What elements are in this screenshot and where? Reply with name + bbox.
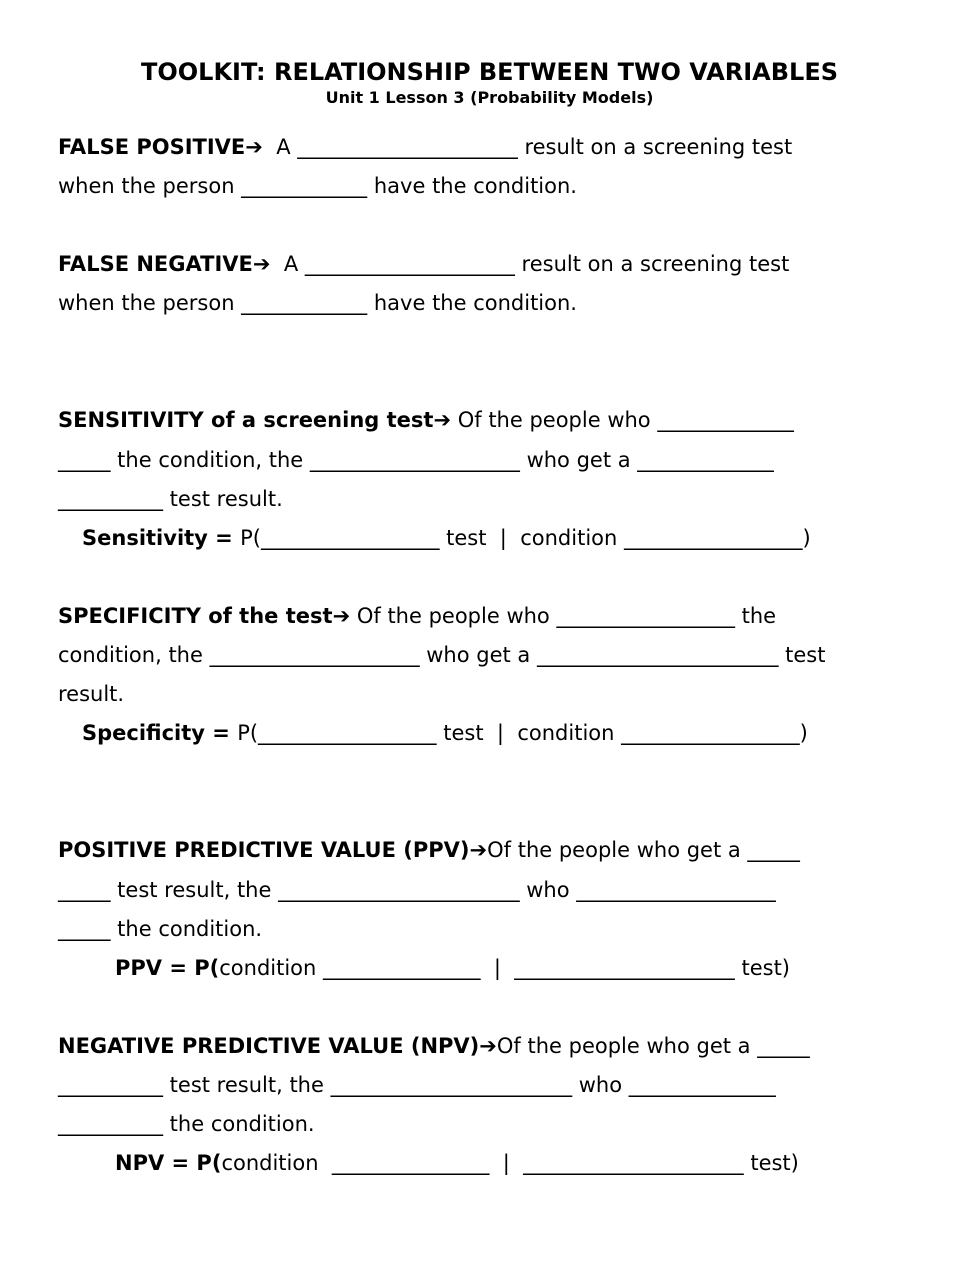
sensitivity-text-3: __________ test result. [58,487,283,511]
false-negative-line-1 [58,250,789,278]
ppv-label: POSITIVE PREDICTIVE VALUE (PPV) [58,838,470,862]
sensitivity-text-2: _____ the condition, the ____________________ who get a _____________ [58,448,774,472]
arrow-icon: ➔ [332,604,351,628]
worksheet-title: TOOLKIT: RELATIONSHIP BETWEEN TWO VARIABLES [140,58,839,86]
sensitivity-line-1 [58,406,794,434]
npv-formula [115,1149,799,1177]
worksheet-subtitle: Unit 1 Lesson 3 (Probability Models) [325,88,654,107]
arrow-icon: ➔ [479,1034,497,1058]
specificity-text-2: condition, the ____________________ who get a _______________________ test [58,643,826,667]
ppv-formula-label: PPV = P( [115,956,220,980]
specificity-formula [82,719,808,747]
false-positive-line-1 [58,133,792,161]
sensitivity-text-1: Of the people who _____________ [451,408,794,432]
sensitivity-formula-label: Sensitivity = [82,526,241,550]
arrow-icon: ➔ [245,135,263,159]
false-positive-label: FALSE POSITIVE [58,135,246,159]
specificity-label: SPECIFICITY of the test [58,604,333,628]
npv-formula-text: condition _______________ | _____________________ test) [221,1151,799,1175]
specificity-line-1 [58,602,776,630]
sensitivity-label: SENSITIVITY of a screening test [58,408,434,432]
false-positive-text-2: when the person ____________ have the condition. [58,174,577,198]
false-positive-text-1: A _____________________ result on a screening test [262,135,793,159]
specificity-text-1: Of the people who _________________ the [350,604,777,628]
specificity-formula-label: Specificity = [82,721,238,745]
arrow-icon: ➔ [433,408,452,432]
ppv-formula-text: condition _______________ | _____________________ test) [219,956,790,980]
sensitivity-formula-text: P(_________________ test | condition _________________) [240,526,811,550]
ppv-text-2: _____ test result, the _______________________ who ___________________ [58,878,776,902]
npv-label: NEGATIVE PREDICTIVE VALUE (NPV) [58,1034,480,1058]
specificity-text-3: result. [58,682,125,706]
false-negative-text-1: A ____________________ result on a screening test [270,252,790,276]
npv-text-3: __________ the condition. [58,1112,315,1136]
npv-line-1 [58,1032,810,1060]
npv-text-2: __________ test result, the _______________________ who ______________ [58,1073,776,1097]
ppv-formula [115,954,790,982]
ppv-text-3: _____ the condition. [58,917,263,941]
npv-formula-label: NPV = P( [115,1151,222,1175]
npv-text-1: Of the people who get a _____ [496,1034,810,1058]
ppv-text-1: Of the people who get a _____ [487,838,800,862]
false-negative-label: FALSE NEGATIVE [58,252,253,276]
arrow-icon: ➔ [469,838,488,862]
false-negative-text-2: when the person ____________ have the condition. [58,291,577,315]
arrow-icon: ➔ [252,252,271,276]
ppv-line-1 [58,836,800,864]
specificity-formula-text: P(_________________ test | condition _________________) [237,721,808,745]
sensitivity-formula [82,524,811,552]
